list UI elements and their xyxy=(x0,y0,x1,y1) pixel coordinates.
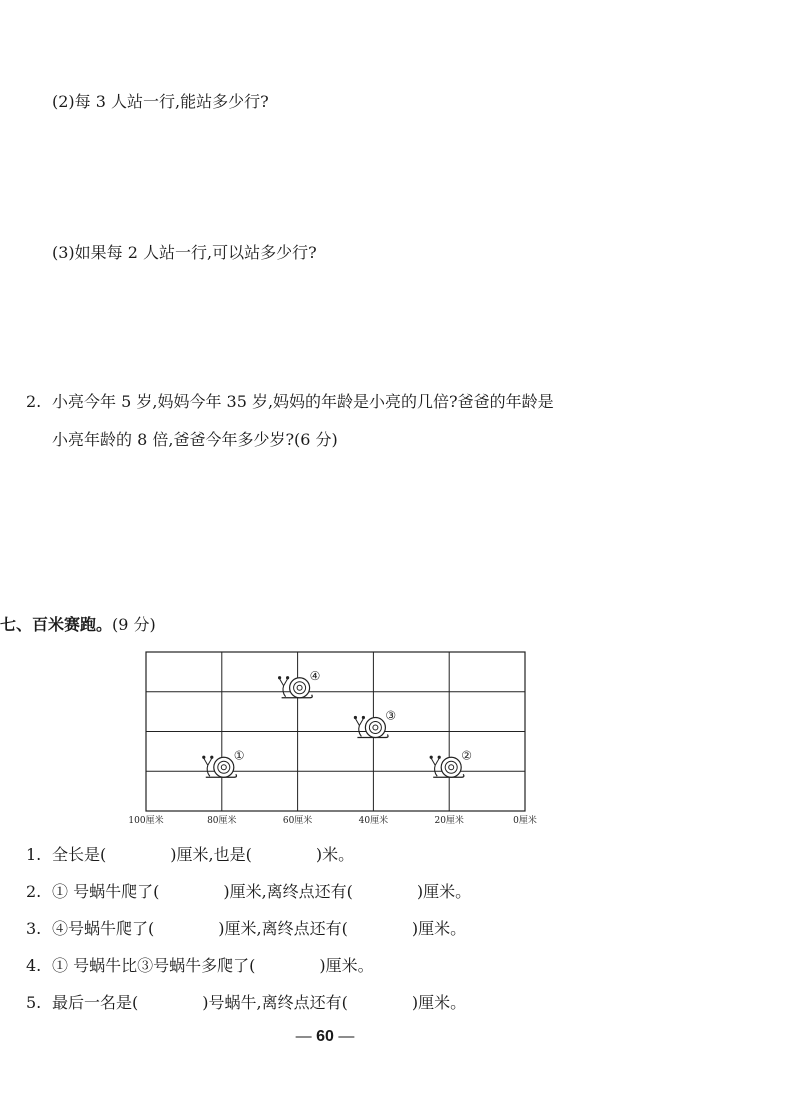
snail-icon xyxy=(430,748,472,777)
race-grid xyxy=(146,652,525,811)
blank-question-text-c: )厘米。 xyxy=(411,919,467,938)
blank-question xyxy=(26,845,354,865)
section-7-score: (9 分) xyxy=(112,615,156,634)
snail-icon xyxy=(354,709,396,738)
blank-question xyxy=(26,993,466,1013)
page-number xyxy=(0,1028,650,1046)
blank-question-text-b: )厘米。 xyxy=(319,956,374,975)
blank-question-text-a: ① 号蜗牛爬了( xyxy=(52,882,160,901)
page-number-dash-left: — xyxy=(295,1028,312,1045)
x-axis-label: 80厘米 xyxy=(207,816,237,826)
snail-label: ① xyxy=(233,748,245,763)
blank-question-text-c: )厘米。 xyxy=(411,993,467,1012)
blank-question-text-b: )厘米,也是( xyxy=(170,845,252,864)
section-7-heading xyxy=(0,615,156,635)
blank-question-text-a: 最后一名是( xyxy=(52,993,139,1012)
section-7-title: 七、百米赛跑。 xyxy=(0,615,113,634)
blank-question-number: 1. xyxy=(26,845,42,864)
x-axis-label: 0厘米 xyxy=(513,816,537,826)
race-snails xyxy=(202,669,472,778)
problem-2-line-2: 小亮年龄的 8 倍,爸爸今年多少岁?(6 分) xyxy=(52,430,338,449)
blank-question xyxy=(26,919,466,939)
blank-question-number: 5. xyxy=(26,993,42,1012)
blank-question-text-c: )厘米。 xyxy=(416,882,472,901)
blank-question-number: 3. xyxy=(26,919,42,938)
x-axis-label: 100厘米 xyxy=(128,816,164,826)
problem-2-number: 2. xyxy=(26,392,42,411)
page-number-dash-right: — xyxy=(338,1028,355,1045)
race-grid-figure xyxy=(0,645,800,845)
blank-question-number: 2. xyxy=(26,882,42,901)
snail-label: ④ xyxy=(309,668,321,683)
blank-question-text-b: )厘米,离终点还有( xyxy=(218,919,348,938)
blank-question xyxy=(26,956,374,976)
blank-question-text-c: )米。 xyxy=(315,845,355,864)
x-axis-label: 20厘米 xyxy=(434,816,464,826)
blank-question-text-a: ④号蜗牛爬了( xyxy=(52,919,155,938)
question-3-sub: (3)如果每 2 人站一行,可以站多少行? xyxy=(52,243,317,262)
x-axis-label: 60厘米 xyxy=(282,816,313,826)
problem-2-line-1: 小亮今年 5 岁,妈妈今年 35 岁,妈妈的年龄是小亮的几倍?爸爸的年龄是 xyxy=(52,392,554,411)
snail-label: ② xyxy=(461,748,472,763)
x-axis-label: 40厘米 xyxy=(358,816,389,826)
race-axis-labels xyxy=(128,814,536,826)
snail-icon xyxy=(202,748,244,777)
blank-question-text-a: ① 号蜗牛比③号蜗牛多爬了( xyxy=(52,956,256,975)
question-2-sub: (2)每 3 人站一行,能站多少行? xyxy=(52,92,269,111)
blank-question-number: 4. xyxy=(26,956,42,975)
snail-icon xyxy=(278,669,320,698)
snail-label: ③ xyxy=(385,708,397,723)
blank-question xyxy=(26,882,471,902)
blank-question-text-b: )号蜗牛,离终点还有( xyxy=(202,993,348,1012)
blank-question-text-b: )厘米,离终点还有( xyxy=(223,882,353,901)
blank-question-text-a: 全长是( xyxy=(52,845,107,864)
page-number-value: 60 xyxy=(316,1028,334,1045)
